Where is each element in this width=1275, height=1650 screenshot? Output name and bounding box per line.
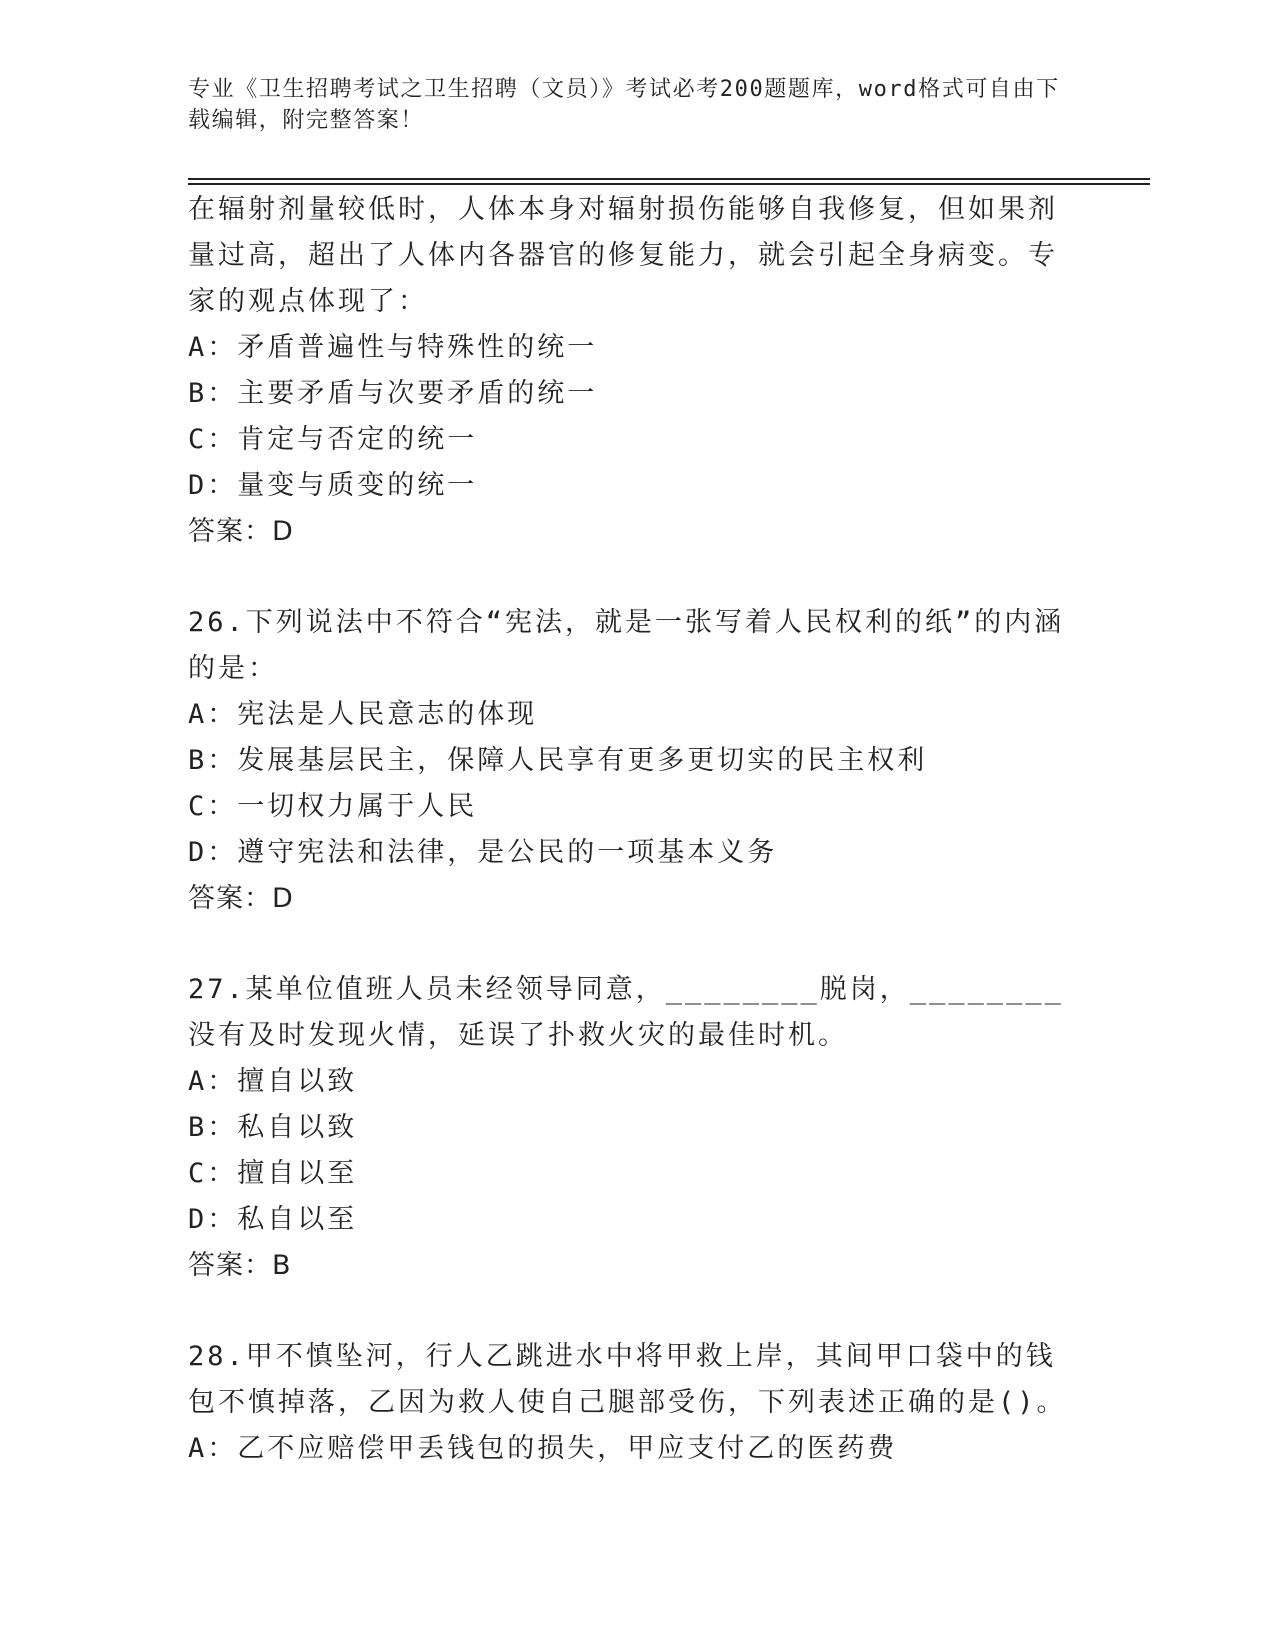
- question-text: 28.甲不慎坠河，行人乙跳进水中将甲救上岸，其间甲口袋中的钱包不慎掉落，乙因为救人使自己腿部受伤，下列表述正确的是()。: [188, 1341, 1067, 1418]
- option-d: D：遵守宪法和法律，是公民的一项基本义务: [188, 837, 778, 868]
- answer-line: 答案：D: [188, 516, 294, 547]
- document-title: 专业《卫生招聘考试之卫生招聘（文员）》考试必考200题题库，word格式可自由下载编辑，附完整答案！: [188, 77, 1060, 133]
- answer-line: 答案：B: [188, 1250, 292, 1281]
- question-fragment: [188, 187, 1078, 555]
- question-list: [188, 187, 1078, 1472]
- question-text: 在辐射剂量较低时，人体本身对辐射损伤能够自我修复，但如果剂量过高，超出了人体内各器官的修复能力，就会引起全身病变。专家的观点体现了：: [188, 194, 1058, 317]
- option-c: C：一切权力属于人民: [188, 791, 478, 822]
- option-c: C：擅自以至: [188, 1158, 358, 1189]
- option-a: A：乙不应赔偿甲丢钱包的损失，甲应支付乙的医药费: [188, 1433, 898, 1464]
- question-28: [188, 1334, 1078, 1472]
- option-b: B：发展基层民主，保障人民享有更多更切实的民主权利: [188, 745, 928, 776]
- question-text: 27.某单位值班人员未经领导同意，________脱岗，________没有及时发现火情，延误了扑救火灾的最佳时机。: [188, 974, 1064, 1051]
- option-d: D：私自以至: [188, 1204, 358, 1235]
- answer-line: 答案：D: [188, 883, 294, 914]
- option-d: D：量变与质变的统一: [188, 470, 478, 501]
- option-c: C：肯定与否定的统一: [188, 424, 478, 455]
- option-b: B：主要矛盾与次要矛盾的统一: [188, 378, 598, 409]
- question-26: [188, 600, 1078, 922]
- question-27: [188, 967, 1078, 1289]
- header-divider-top: [188, 178, 1150, 180]
- option-b: B：私自以致: [188, 1112, 358, 1143]
- option-a: A：宪法是人民意志的体现: [188, 699, 538, 730]
- header-divider-bottom: [188, 183, 1150, 185]
- option-a: A：擅自以致: [188, 1066, 358, 1097]
- question-text: 26.下列说法中不符合“宪法，就是一张写着人民权利的纸”的内涵的是：: [188, 607, 1065, 684]
- option-a: A：矛盾普遍性与特殊性的统一: [188, 332, 598, 363]
